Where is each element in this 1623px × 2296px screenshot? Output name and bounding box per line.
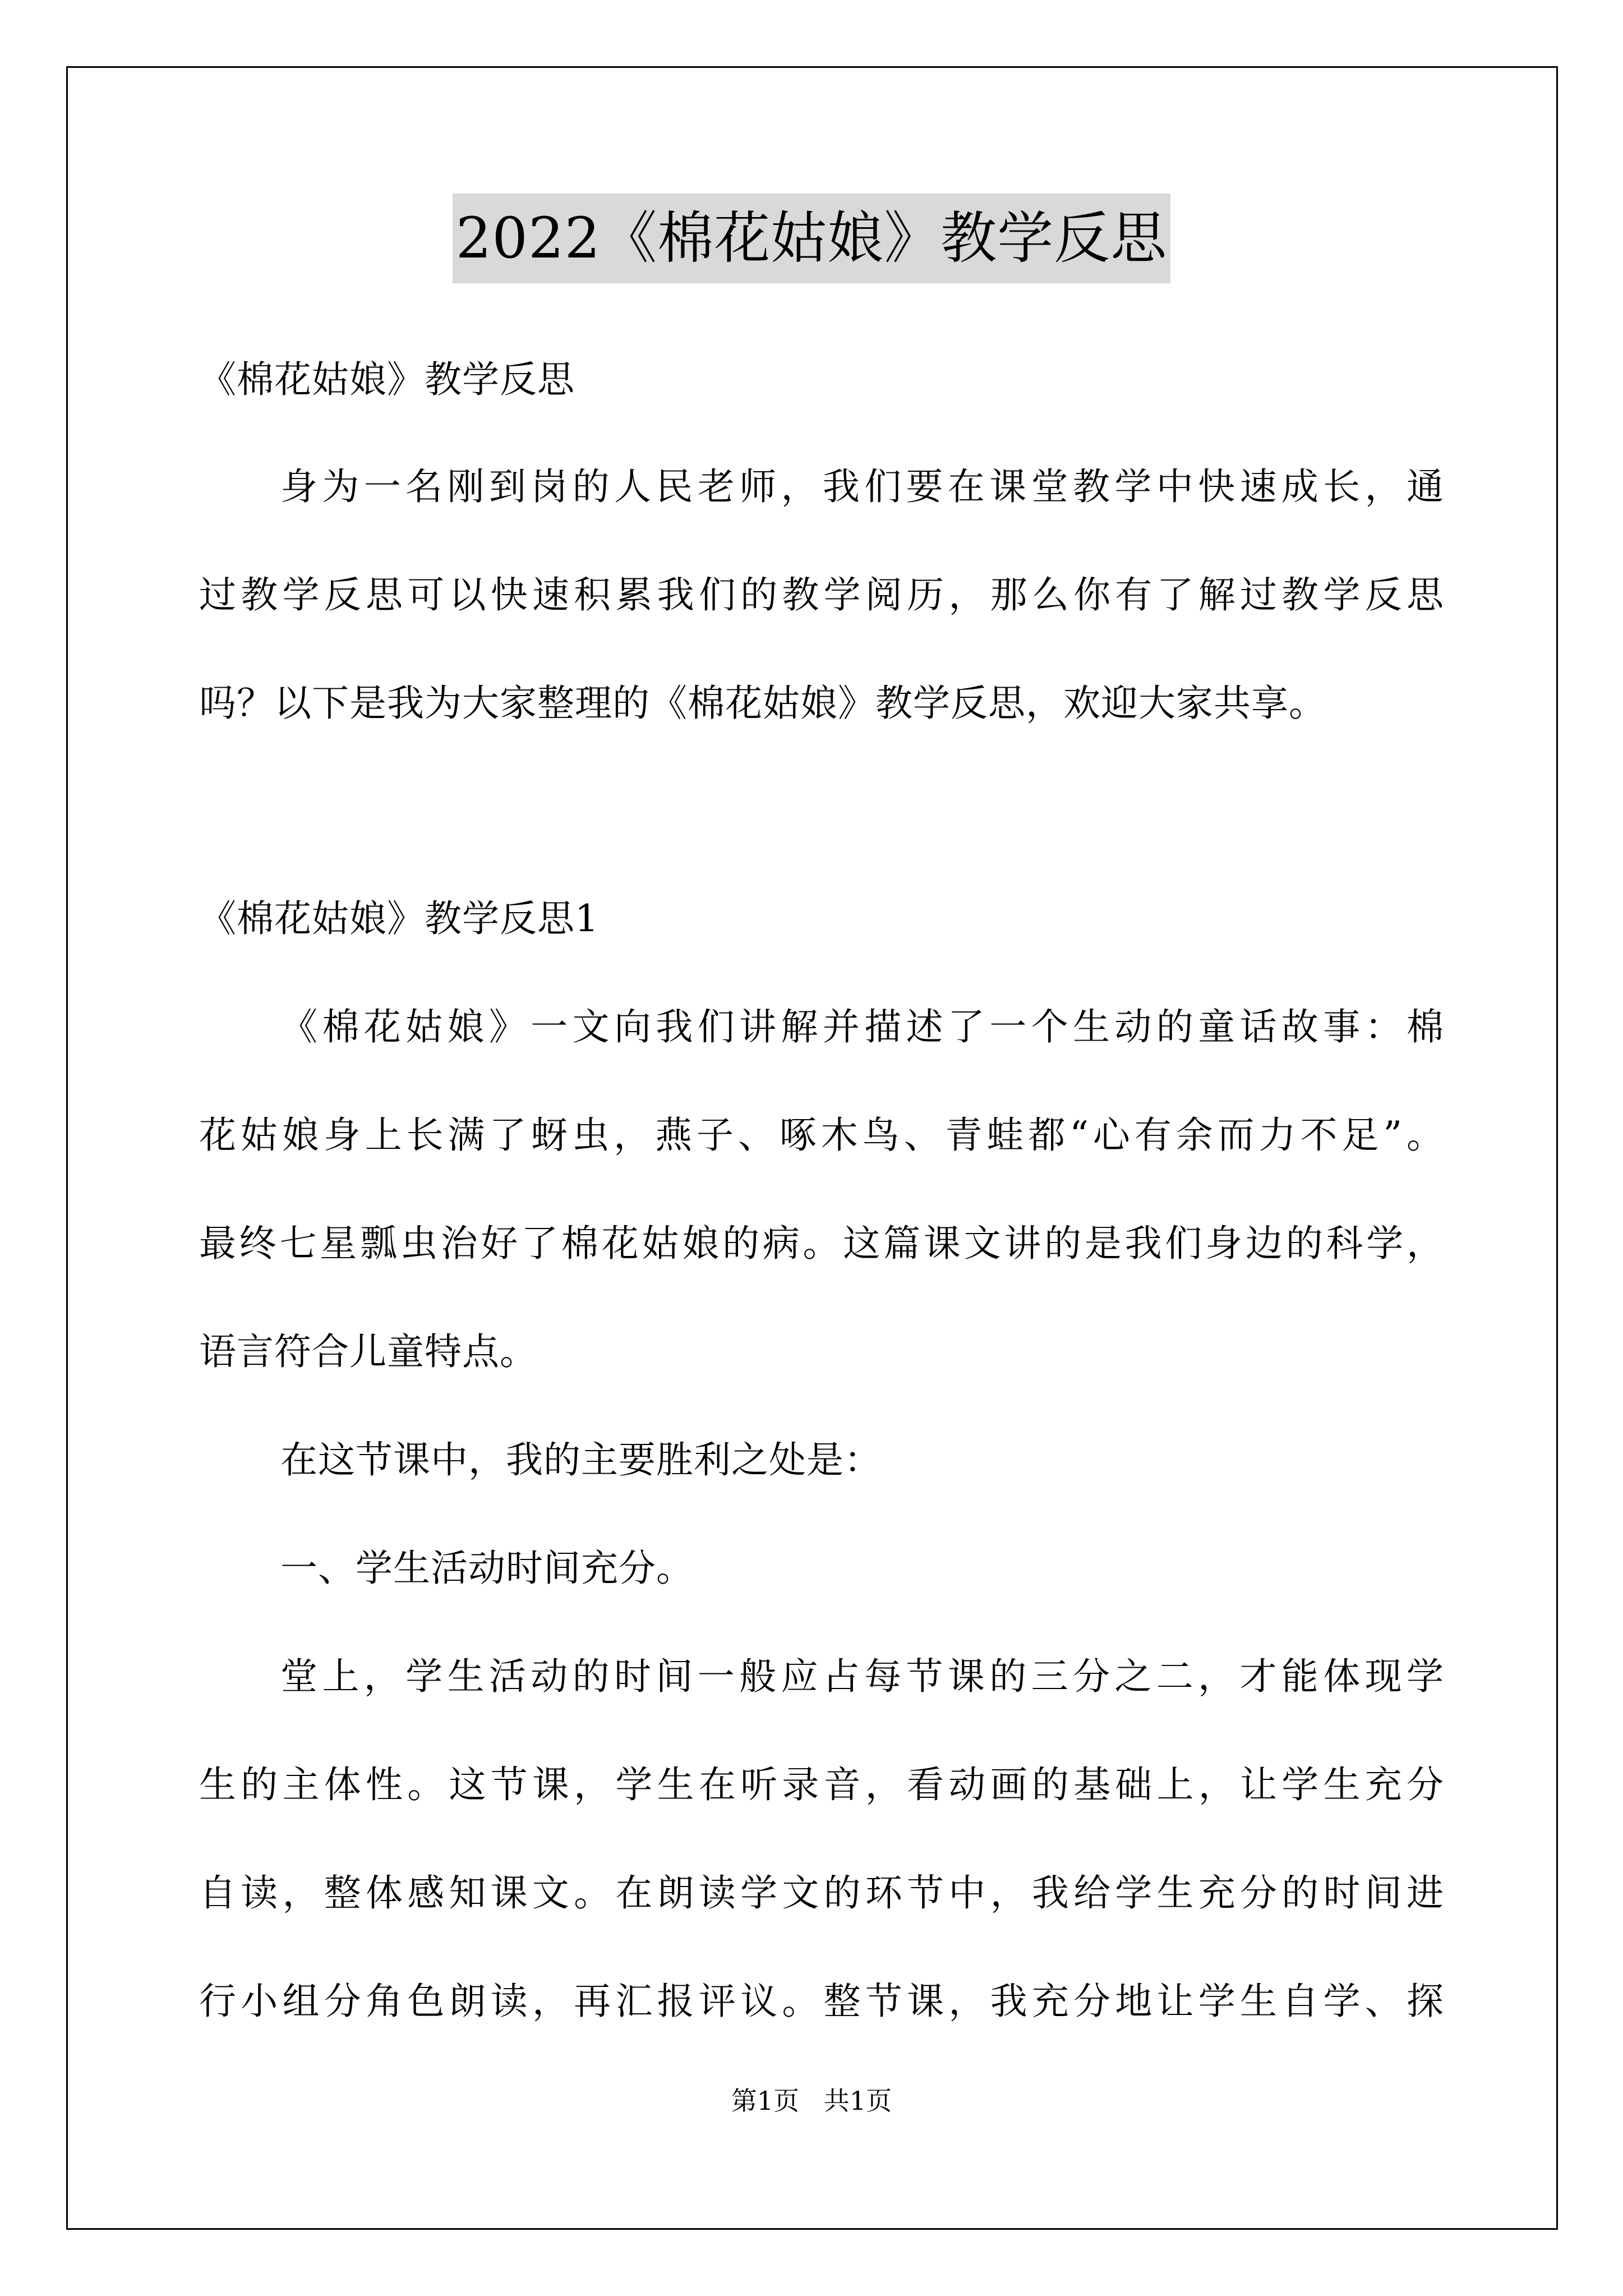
paragraph-line: 堂上，学生活动的时间一般应占每节课的三分之二，才能体现学 bbox=[280, 1655, 1444, 1698]
page-footer: 第1页 共1页 bbox=[731, 2086, 892, 2116]
main-heading: 《棉花姑娘》教学反思 bbox=[199, 358, 575, 401]
list-heading: 一、学生活动时间充分。 bbox=[280, 1547, 694, 1590]
paragraph-line: 在这节课中，我的主要胜利之处是： bbox=[280, 1438, 882, 1481]
paragraph-line: 花姑娘身上长满了蚜虫，燕子、啄木鸟、青蛙都“心有余而力不足”。 bbox=[199, 1114, 1444, 1157]
title-container bbox=[0, 194, 1623, 283]
section-heading: 《棉花姑娘》教学反思1 bbox=[199, 897, 599, 940]
paragraph-line: 身为一名刚到岗的人民老师，我们要在课堂教学中快速成长，通 bbox=[280, 465, 1444, 508]
document-title: 2022《棉花姑娘》教学反思 bbox=[453, 194, 1171, 283]
paragraph-line: 语言符合儿童特点。 bbox=[199, 1330, 537, 1373]
paragraph-line: 自读，整体感知课文。在朗读学文的环节中，我给学生充分的时间进 bbox=[199, 1871, 1444, 1915]
paragraph-line: 最终七星瓢虫治好了棉花姑娘的病。这篇课文讲的是我们身边的科学， bbox=[199, 1222, 1444, 1265]
paragraph-line: 生的主体性。这节课，学生在听录音，看动画的基础上，让学生充分 bbox=[199, 1763, 1444, 1806]
paragraph-line: 吗？以下是我为大家整理的《棉花姑娘》教学反思，欢迎大家共享。 bbox=[199, 682, 1326, 725]
paragraph-line: 《棉花姑娘》一文向我们讲解并描述了一个生动的童话故事：棉 bbox=[280, 1005, 1444, 1048]
paragraph-line: 过教学反思可以快速积累我们的教学阅历，那么你有了解过教学反思 bbox=[199, 573, 1444, 616]
paragraph-line: 行小组分角色朗读，再汇报评议。整节课，我充分地让学生自学、探 bbox=[199, 1980, 1444, 2023]
